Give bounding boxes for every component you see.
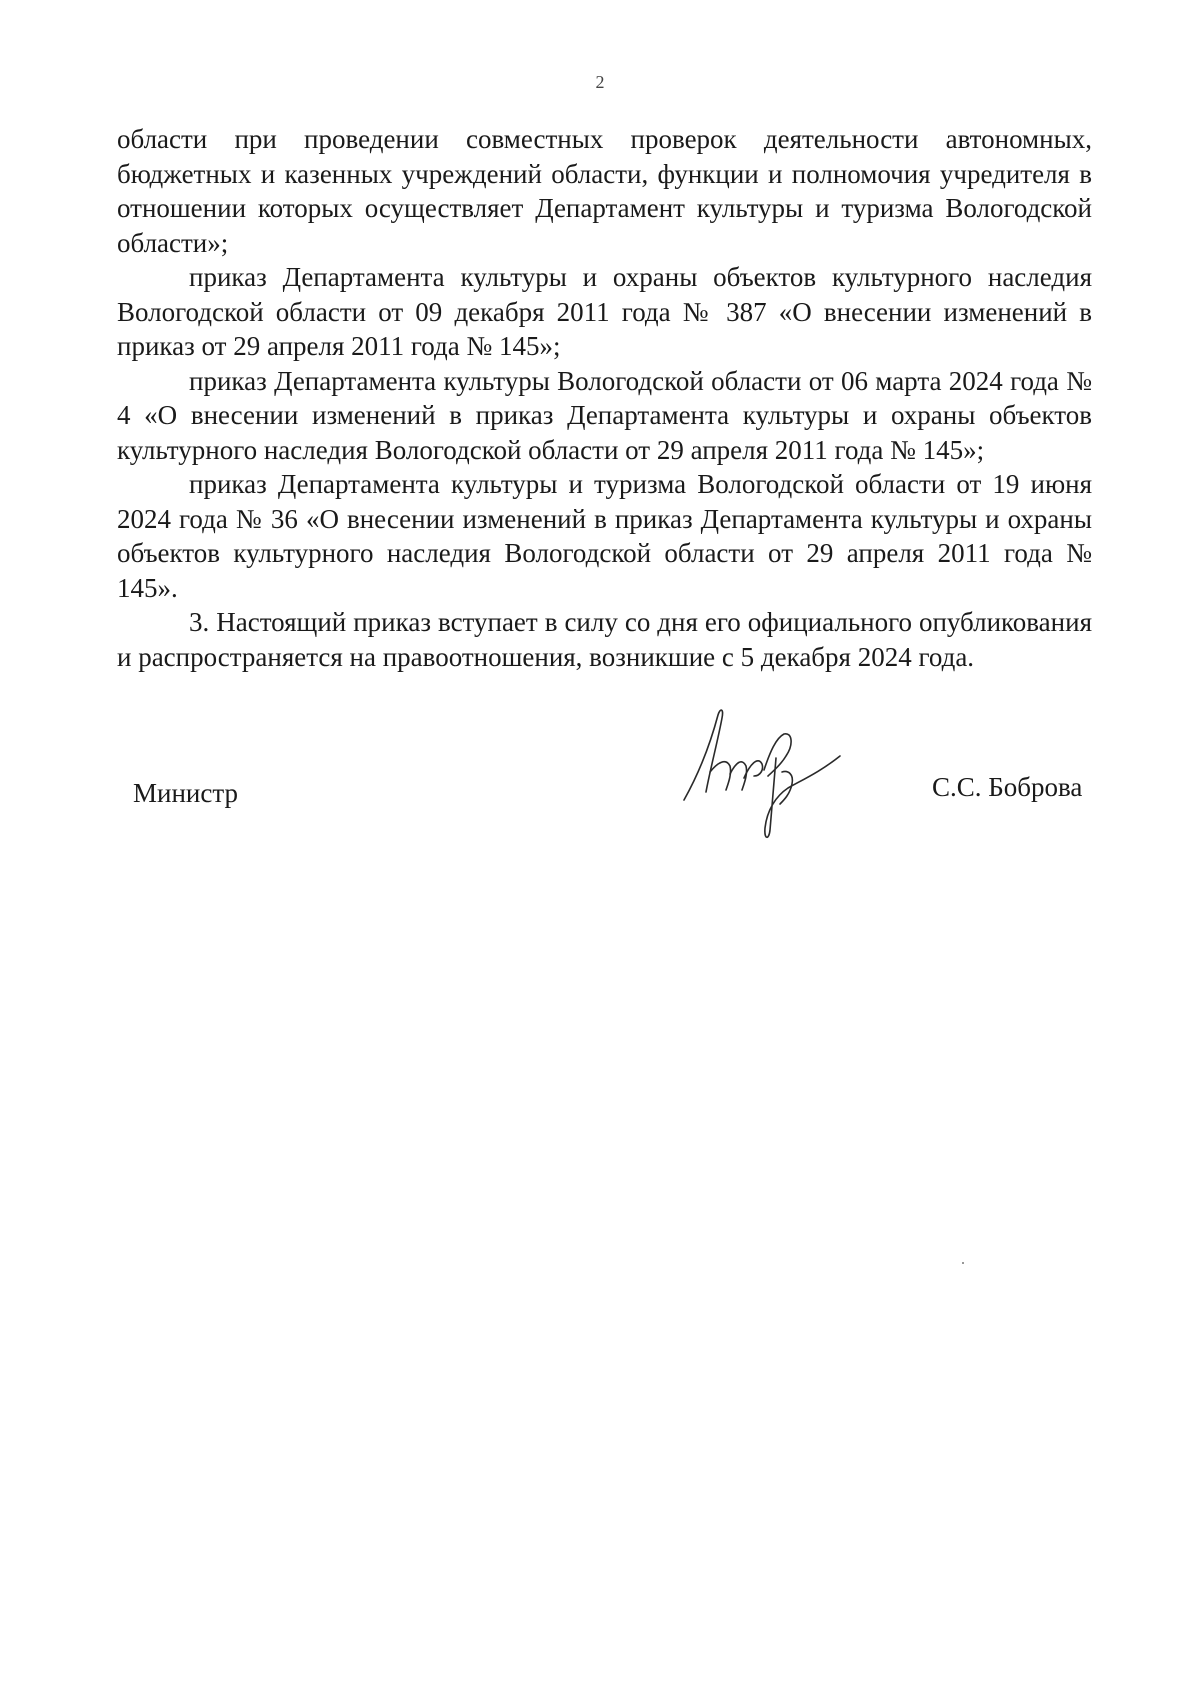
paragraph-order-36: приказ Департамента культуры и туризма Вологодской области от 19 июня 2024 года № 36 «О внесении изменений в приказ Департамента культуры и охраны объектов культурного наследия Вологодской области от 29 апреля 2011 года № 145». [117, 469, 1092, 603]
paragraph-order-387: приказ Департамента культуры и охраны объектов культурного наследия Вологодской области от 09 декабря 2011 года № 387 «О внесении изменений в приказ от 29 апреля 2011 года № 145»; [117, 262, 1092, 361]
paragraph-clause-3: 3. Настоящий приказ вступает в силу со дня его официального опубликования и распространяется на правоотношения, возникшие с 5 декабря 2024 года. [117, 607, 1092, 672]
page-number: 2 [595, 72, 605, 92]
signatory-name: С.С. Боброва [932, 772, 1083, 802]
signatory-position: Министр [133, 778, 238, 808]
paragraph-continuation: области при проведении совместных проверок деятельности автономных, бюджетных и казенных учреждений области, функции и полномочия учредителя в отношении которых осуществляет Департамент культуры и туризма Вологодской области»; [117, 124, 1092, 258]
handwritten-signature [680, 700, 855, 845]
scan-speck [962, 1262, 964, 1264]
document-body [117, 122, 1092, 674]
paragraph-order-4: приказ Департамента культуры Вологодской области от 06 марта 2024 года № 4 «О внесении изменений в приказ Департамента культуры и охраны объектов культурного наследия Вологодской области от 29 апреля 2011 года № 145»; [117, 365, 1092, 465]
signature-block [0, 700, 1200, 850]
